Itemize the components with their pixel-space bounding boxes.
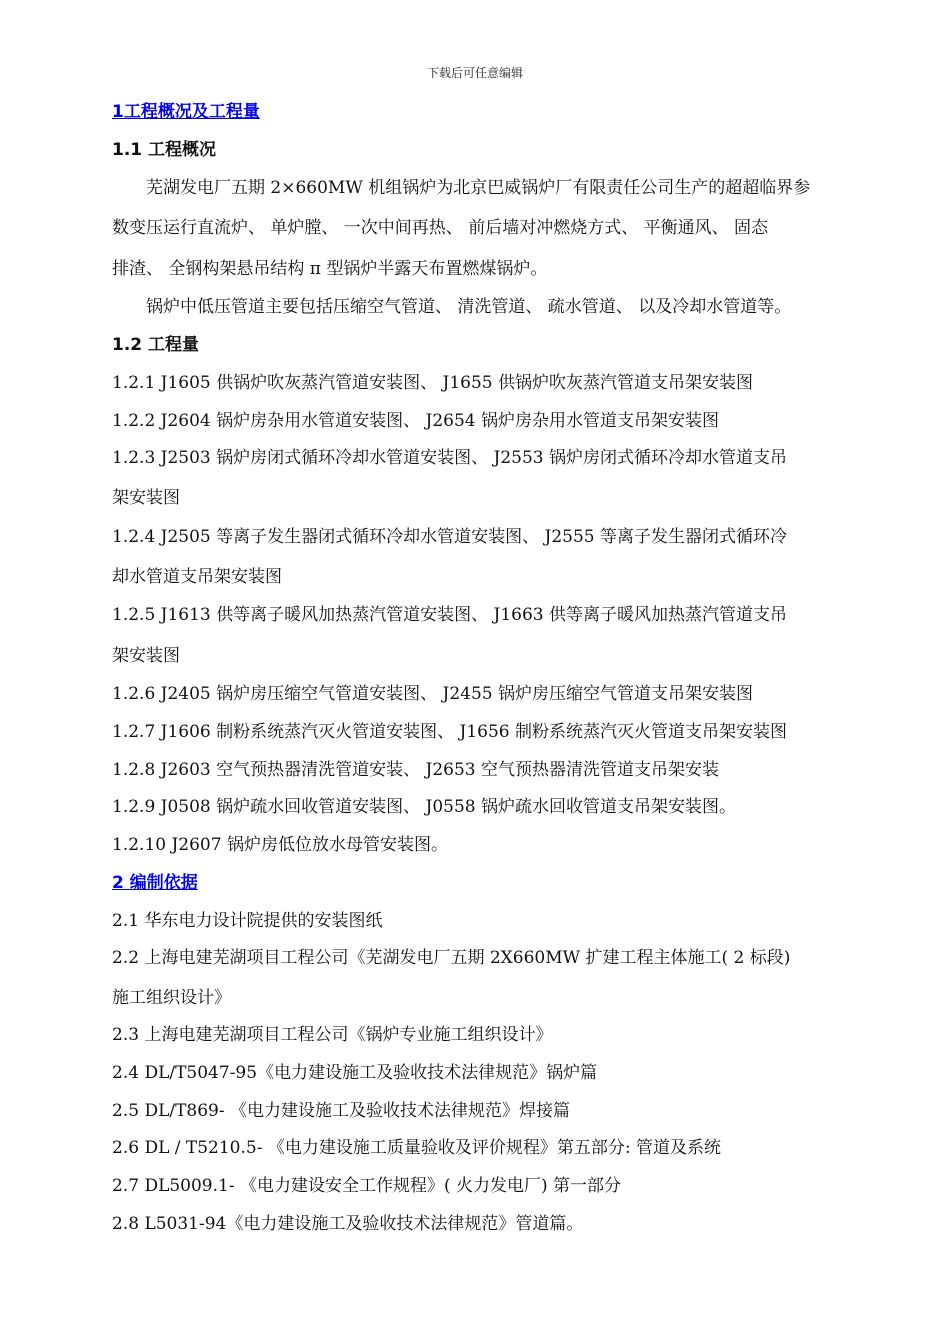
paragraph-line: 数变压运行直流炉、 单炉膛、 一次中间再热、 前后墙对冲燃烧方式、 平衡通风、 固态 bbox=[112, 218, 769, 238]
section-1-heading-link[interactable]: 1工程概况及工程量 bbox=[112, 102, 260, 122]
section-2-heading-link[interactable]: 2 编制依据 bbox=[112, 873, 198, 893]
paragraph-line: 芜湖发电厂五期 2×660MW 机组锅炉为北京巴威锅炉厂有限责任公司生产的超超临界参 bbox=[146, 178, 811, 198]
page-header-note: 下载后可任意编辑 bbox=[426, 66, 523, 80]
list-item: 1.2.8 J2603 空气预热器清洗管道安装、 J2653 空气预热器清洗管道支吊架安装 bbox=[112, 760, 720, 780]
paragraph-line: 排渣、 全钢构架悬吊结构 π 型锅炉半露天布置燃煤锅炉。 bbox=[112, 259, 548, 279]
list-item: 1.2.3 J2503 锅炉房闭式循环冷却水管道安装图、 J2553 锅炉房闭式循环冷却水管道支吊 bbox=[112, 448, 788, 468]
basis-item: 2.6 DL / T5210.5- 《电力建设施工质量验收及评价规程》第五部分: 管道及系统 bbox=[112, 1138, 721, 1158]
list-item-continuation: 却水管道支吊架安装图 bbox=[112, 567, 282, 587]
list-item-continuation: 架安装图 bbox=[112, 488, 180, 508]
list-item-continuation: 架安装图 bbox=[112, 646, 180, 666]
basis-item-continuation: 施工组织设计》 bbox=[112, 988, 231, 1008]
basis-item: 2.3 上海电建芜湖项目工程公司《锅炉专业施工组织设计》 bbox=[112, 1025, 553, 1045]
list-item: 1.2.1 J1605 供锅炉吹灰蒸汽管道安装图、 J1655 供锅炉吹灰蒸汽管道支吊架安装图 bbox=[112, 373, 754, 393]
paragraph-line: 锅炉中低压管道主要包括压缩空气管道、 清洗管道、 疏水管道、 以及冷却水管道等。 bbox=[146, 297, 792, 317]
basis-item: 2.1 华东电力设计院提供的安装图纸 bbox=[112, 911, 383, 931]
basis-item: 2.8 L5031-94《电力建设施工及验收技术法律规范》管道篇。 bbox=[112, 1214, 584, 1234]
list-item: 1.2.10 J2607 锅炉房低位放水母管安装图。 bbox=[112, 835, 448, 855]
section-1-2-heading: 1.2 工程量 bbox=[112, 335, 200, 355]
basis-item: 2.4 DL/T5047-95《电力建设施工及验收技术法律规范》锅炉篇 bbox=[112, 1063, 598, 1083]
basis-item: 2.5 DL/T869- 《电力建设施工及验收技术法律规范》焊接篇 bbox=[112, 1101, 571, 1121]
basis-item: 2.7 DL5009.1- 《电力建设安全工作规程》( 火力发电厂) 第一部分 bbox=[112, 1176, 622, 1196]
list-item: 1.2.9 J0508 锅炉疏水回收管道安装图、 J0558 锅炉疏水回收管道支吊架安装图。 bbox=[112, 797, 737, 817]
list-item: 1.2.7 J1606 制粉系统蒸汽灭火管道安装图、 J1656 制粉系统蒸汽灭火管道支吊架安装图 bbox=[112, 722, 788, 742]
basis-item: 2.2 上海电建芜湖项目工程公司《芜湖发电厂五期 2X660MW 扩建工程主体施工( 2 标段) bbox=[112, 948, 791, 968]
list-item: 1.2.4 J2505 等离子发生器闭式循环冷却水管道安装图、 J2555 等离子发生器闭式循环冷 bbox=[112, 527, 788, 547]
list-item: 1.2.2 J2604 锅炉房杂用水管道安装图、 J2654 锅炉房杂用水管道支吊架安装图 bbox=[112, 411, 720, 431]
list-item: 1.2.5 J1613 供等离子暖风加热蒸汽管道安装图、 J1663 供等离子暖风加热蒸汽管道支吊 bbox=[112, 605, 788, 625]
list-item: 1.2.6 J2405 锅炉房压缩空气管道安装图、 J2455 锅炉房压缩空气管道支吊架安装图 bbox=[112, 684, 754, 704]
section-1-1-heading: 1.1 工程概况 bbox=[112, 140, 217, 160]
